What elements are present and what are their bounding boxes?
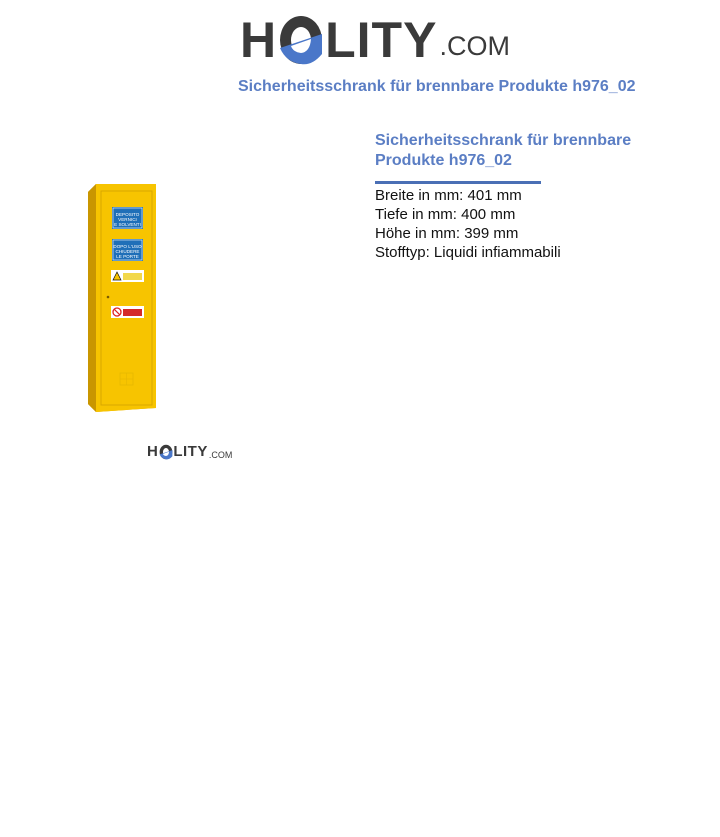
product-title: Sicherheitsschrank für brennbare Produkte h976_02 (375, 132, 632, 169)
watermark-logo (147, 442, 232, 462)
spec-width: Breite in mm: 401 mm (375, 187, 522, 204)
sign-dopo-text: DOPO L'USO (113, 244, 142, 249)
sign-chiudere-text: CHIUDERE (115, 249, 140, 254)
watermark-o-icon (159, 444, 173, 460)
logo-letters: LITY (325, 12, 438, 68)
title-underline (375, 181, 541, 184)
sign-deposito-text: DEPOSITO (115, 212, 140, 217)
watermark-letters: LITY (173, 443, 208, 460)
logo-o-icon (278, 14, 324, 66)
brand-logo[interactable] (240, 12, 510, 68)
product-specs (375, 186, 561, 262)
spec-height: Höhe in mm: 399 mm (375, 225, 519, 242)
watermark-suffix: .COM (208, 450, 233, 460)
sign-porte-text: LE PORTE (116, 254, 139, 259)
logo-suffix: .COM (439, 31, 510, 61)
sign-vernici-text: VERNICI (118, 217, 137, 222)
product-image (82, 180, 162, 416)
watermark-letter-h: H (147, 443, 159, 460)
logo-letter-h: H (240, 12, 278, 68)
spec-depth: Tiefe in mm: 400 mm (375, 206, 516, 223)
sign-solventi-text: E SOLVENTI (114, 222, 141, 227)
spec-material: Stofftyp: Liquidi infiammabili (375, 244, 561, 261)
page-title: Sicherheitsschrank für brennbare Produkte h976_02 (238, 78, 636, 95)
